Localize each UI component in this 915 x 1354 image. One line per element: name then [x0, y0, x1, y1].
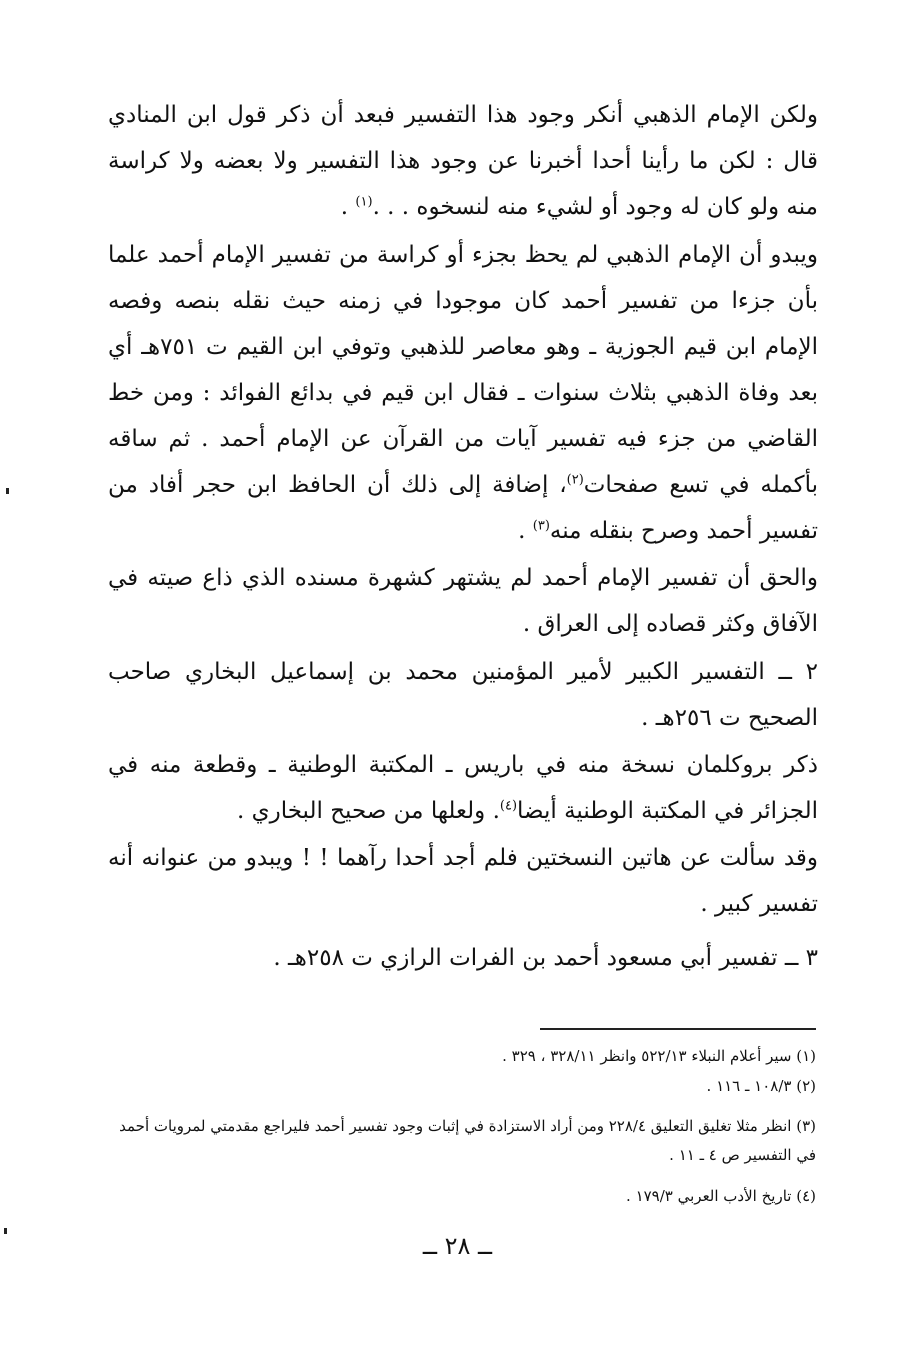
paragraph-2-text-b: ، إضافة إلى ذلك أن الحافظ ابن حجر أفاد من تفسير أحمد وصرح بنقله منه [108, 472, 818, 544]
footnote-1: (١) سير أعلام النبلاء ٥٢٢/١٣ وانظر ٣٢٨/١١ ، ٣٢٩ . [502, 1047, 816, 1065]
paragraph-4-text: ٢ ــ التفسير الكبير لأمير المؤمنين محمد بن إسماعيل البخاري صاحب الصحيح ت ٢٥٦هـ . [108, 659, 818, 731]
footnote-ref-2: (٢) [566, 472, 584, 488]
page-number: ــ ٢٨ ــ [422, 1232, 493, 1260]
footnote-ref-3: (٣) [532, 518, 550, 534]
paragraph-4-heading [108, 649, 818, 741]
footnote-2: (٢) ١٠٨/٣ ـ ١١٦ . [706, 1077, 816, 1095]
margin-speck [4, 1228, 7, 1234]
paragraph-3-text: والحق أن تفسير الإمام أحمد لم يشتهر كشهرة مسنده الذي ذاع صيته في الآفاق وكثر قصاده إلى العراق . [108, 565, 818, 637]
paragraph-1 [108, 92, 818, 230]
paragraph-5-text-a: ذكر بروكلمان نسخة منه في باريس ـ المكتبة الوطنية ـ وقطعة منه في الجزائر في المكتبة الوطنية أيضا [108, 752, 818, 824]
margin-speck [6, 488, 9, 494]
footnote-3: (٣) انظر مثلا تغليق التعليق ٢٢٨/٤ ومن أراد الاستزادة في إثبات وجود تفسير أحمد فليراجع مقدمتي لمرويات أحمد في التفسير ص ٤ ـ ١١ . [119, 1117, 816, 1164]
paragraph-7-text: ٣ ــ تفسير أبي مسعود أحمد بن الفرات الرازي ت ٢٥٨هـ . [273, 945, 818, 971]
paragraph-5 [108, 742, 818, 834]
paragraph-7-heading [108, 935, 818, 981]
footnote-4: (٤) تاريخ الأدب العربي ١٧٩/٣ . [626, 1187, 816, 1205]
paragraph-1-text: ولكن الإمام الذهبي أنكر وجود هذا التفسير فبعد أن ذكر قول ابن المنادي قال : لكن ما رأينا أحدا أخبرنا عن وجود هذا التفسير ولا بعضه ولا كراسة منه ولو كان له وجود أو لشيء منه لنسخوه . . . [108, 102, 818, 220]
footnote-divider [540, 1028, 816, 1030]
paragraph-1-end: . [340, 194, 356, 220]
paragraph-6-text: وقد سألت عن هاتين النسختين فلم أجد أحدا رآهما ! ! ويبدو من عنوانه أنه تفسير كبير . [108, 845, 818, 917]
paragraph-6 [108, 835, 818, 927]
footnote-ref-4: (٤) [499, 798, 518, 814]
paragraph-3 [108, 555, 818, 647]
paragraph-2-text-a: ويبدو أن الإمام الذهبي لم يحظ بجزء أو كراسة من تفسير الإمام أحمد علما بأن جزءا من تفسير أحمد كان موجودا في زمنه حيث نقله بنصه وفصه الإمام ابن قيم الجوزية ـ وهو معاصر للذهبي وتوفي ابن القيم ت ٧٥١هـ أي بعد وفاة الذهبي بثلاث سنوات ـ فقال ابن قيم في بدائع الفوائد : ومن خط القاضي من جزء فيه تفسير آيات من القرآن عن الإمام أحمد . ثم ساقه بأكمله في تسع صفحات [108, 242, 819, 498]
paragraph-5-text-b: . ولعلها من صحيح البخاري . [236, 798, 500, 824]
paragraph-2 [108, 232, 818, 554]
footnote-ref-1: (١) [355, 194, 373, 210]
paragraph-2-end: . [518, 518, 533, 544]
